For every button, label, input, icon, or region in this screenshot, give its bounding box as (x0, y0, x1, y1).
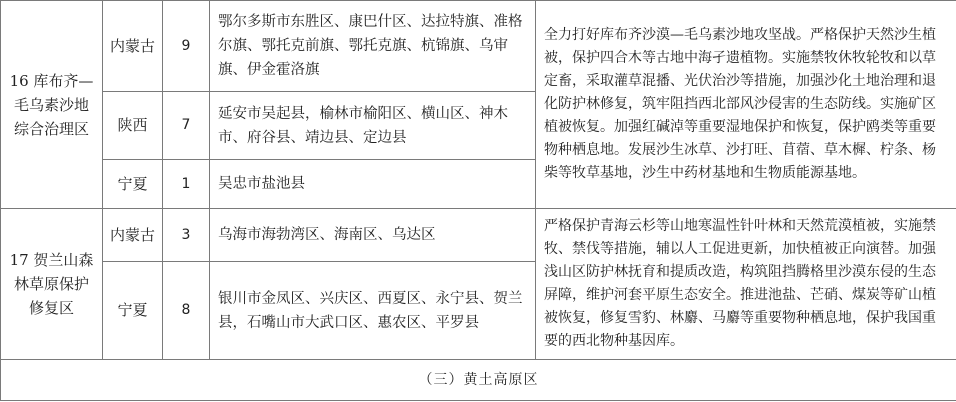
counties-cell: 鄂尔多斯市东胜区、康巴什区、达拉特旗、准格尔旗、鄂托克前旗、鄂托克旗、杭锦旗、乌审旗、伊金霍洛旗 (210, 1, 536, 92)
county-count-cell: 3 (163, 209, 210, 262)
county-count-cell: 9 (163, 1, 210, 92)
county-count-cell: 8 (163, 262, 210, 360)
counties-cell: 延安市吴起县，榆林市榆阳区、横山区、神木市、府谷县、靖边县、定边县 (210, 92, 536, 160)
county-count-cell: 1 (163, 160, 210, 209)
province-cell: 陕西 (103, 92, 163, 160)
province-cell: 内蒙古 (103, 1, 163, 92)
counties-cell: 银川市金凤区、兴庆区、西夏区、永宁县、贺兰县，石嘴山市大武口区、惠农区、平罗县 (210, 262, 536, 360)
table-row (1, 1, 956, 92)
table-row (1, 209, 956, 262)
section-header: （三）黄土高原区 (1, 360, 956, 401)
zone-name-cell: 16 库布齐—毛乌素沙地综合治理区 (1, 1, 103, 209)
county-count-cell: 7 (163, 92, 210, 160)
measures-cell: 全力打好库布齐沙漠—毛乌素沙地攻坚战。严格保护天然沙生植被，保护四合木等古地中海孑遗植物。实施禁牧休牧轮牧和以草定畜，采取灌草混播、光伏治沙等措施，加强沙化土地治理和退化防护林修复，筑牢阻挡西北部风沙侵害的生态防线。实施矿区植被恢复。加强红碱淖等重要湿地保护和恢复，保护鸥类等重要物种栖息地。发展沙生冰草、沙打旺、苜蓿、草木樨、柠条、杨柴等牧草基地，沙生中药材基地和生物质能源基地。 (536, 1, 956, 209)
counties-cell: 乌海市海勃湾区、海南区、乌达区 (210, 209, 536, 262)
province-cell: 宁夏 (103, 160, 163, 209)
measures-cell: 严格保护青海云杉等山地寒温性针叶林和天然荒漠植被，实施禁牧、禁伐等措施，辅以人工促进更新，加快植被正向演替。加强浅山区防护林抚育和提质改造，构筑阻挡腾格里沙漠东侵的生态屏障，维护河套平原生态安全。推进池盐、芒硝、煤炭等矿山植被恢复，修复雪豹、林麝、马麝等重要物种栖息地，保护我国重要的西北物种基因库。 (536, 209, 956, 360)
section-row (1, 360, 956, 401)
province-cell: 宁夏 (103, 262, 163, 360)
province-cell: 内蒙古 (103, 209, 163, 262)
counties-cell: 吴忠市盐池县 (210, 160, 536, 209)
zone-name-cell: 17 贺兰山森林草原保护修复区 (1, 209, 103, 360)
